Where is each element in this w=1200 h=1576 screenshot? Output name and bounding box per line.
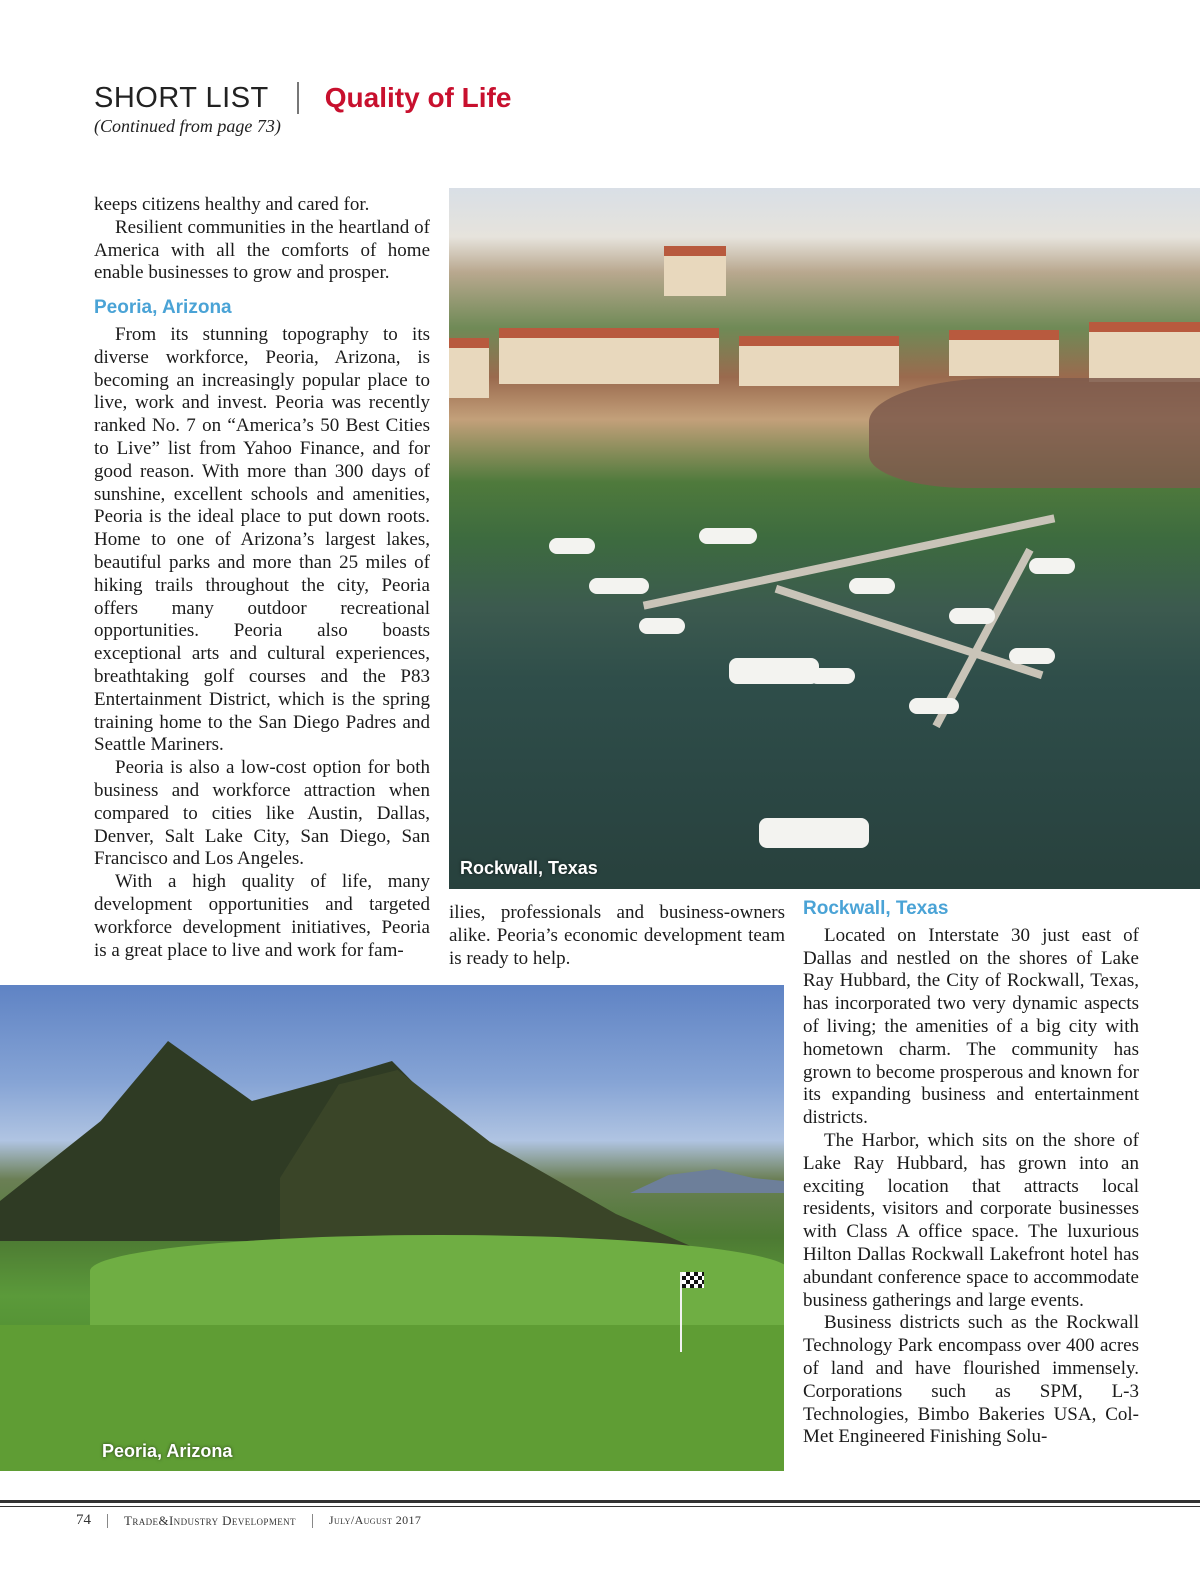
issue-date: July/August 2017 [328, 1513, 422, 1527]
photo-caption-rockwall: Rockwall, Texas [460, 858, 598, 878]
text-column-1 [94, 194, 430, 962]
distant-hills [630, 1163, 784, 1193]
magazine-name: Trade&Industry Development [124, 1512, 296, 1528]
topic-title: Quality of Life [324, 82, 512, 113]
paragraph: Business districts such as the Rockwall Technology Park encompass over 400 acres of land and have flourished immensely. Corporations such as SPM, L-3 Technologies, Bimbo Bakeries USA, Col-Met Engineered Finishing Solu- [803, 1312, 1139, 1448]
page-header [94, 78, 511, 118]
footer-divider [107, 1514, 108, 1528]
paragraph: keeps citizens healthy and cared for. [94, 194, 370, 215]
checkered-flag-icon [682, 1272, 704, 1288]
paragraph: Located on Interstate 30 just east of Dallas and nestled on the shores of Lake Ray Hubbard, the City of Rockwall, Texas, has incorporated two very dynamic aspects of living; the amenities of a big city with hometown charm. The community has grown to become prosperous and known for its expanding business and entertainment districts. [803, 924, 1139, 1129]
footer-rule [0, 1500, 1200, 1503]
peoria-golf-course-photo [0, 985, 784, 1471]
page-footer [76, 1512, 421, 1529]
section-label: SHORT LIST [94, 81, 269, 114]
paragraph: With a high quality of life, many development opportunities and targeted workforce development initiatives, Peoria is a great place to live and work for fam- [94, 871, 430, 961]
text-column-3 [803, 898, 1139, 1449]
paragraph: Resilient communities in the heartland of America with all the comforts of home enable businesses to grow and prosper. [94, 216, 430, 284]
mountain-peak [280, 1070, 700, 1250]
paragraph: ilies, professionals and business-owners alike. Peoria’s economic development team is ready to help. [449, 902, 785, 969]
rockwall-harbor-photo [449, 188, 1200, 889]
concert-crowd [869, 378, 1200, 488]
text-column-2 [449, 902, 785, 970]
photo-caption-peoria: Peoria, Arizona [102, 1441, 233, 1461]
marina-boats [549, 518, 1069, 758]
footer-rule [0, 1506, 1200, 1507]
paragraph: Peoria is also a low-cost option for both business and workforce attraction when compared to cities like Austin, Dallas, Denver, Salt Lake City, San Diego, San Francisco and Los Angeles. [94, 757, 430, 870]
page-number: 74 [76, 1512, 91, 1528]
header-divider [297, 82, 299, 114]
subhead-rockwall: Rockwall, Texas [803, 898, 949, 919]
paragraph: The Harbor, which sits on the shore of Lake Ray Hubbard, has grown into an exciting location that attracts local residents, visitors and corporate businesses with Class A office space. The luxurious Hilton Dallas Rockwall Lakefront hotel has abundant conference space to accommodate business gatherings and large events. [803, 1129, 1139, 1311]
footer-divider [312, 1514, 313, 1528]
continued-note: (Continued from page 73) [94, 116, 281, 136]
subhead-peoria: Peoria, Arizona [94, 297, 232, 319]
paragraph: From its stunning topography to its diverse workforce, Peoria, Arizona, is becoming an increasingly popular place to live, work and invest. Peoria was recently ranked No. 7 on “America’s 50 Best Cities to Live” list from Yahoo Finance, and for good reason. With more than 300 days of sunshine, excellent schools and amenities, Peoria is the ideal place to put down roots. Home to one of Arizona’s largest lakes, beautiful parks and more than 25 miles of hiking trails throughout the city, Peoria offers many outdoor recreational opportunities. Peoria also boasts exceptional arts and cultural experiences, breathtaking golf courses and the P83 Entertainment District, which is the spring training home to the San Diego Padres and Seattle Mariners. [94, 323, 430, 756]
